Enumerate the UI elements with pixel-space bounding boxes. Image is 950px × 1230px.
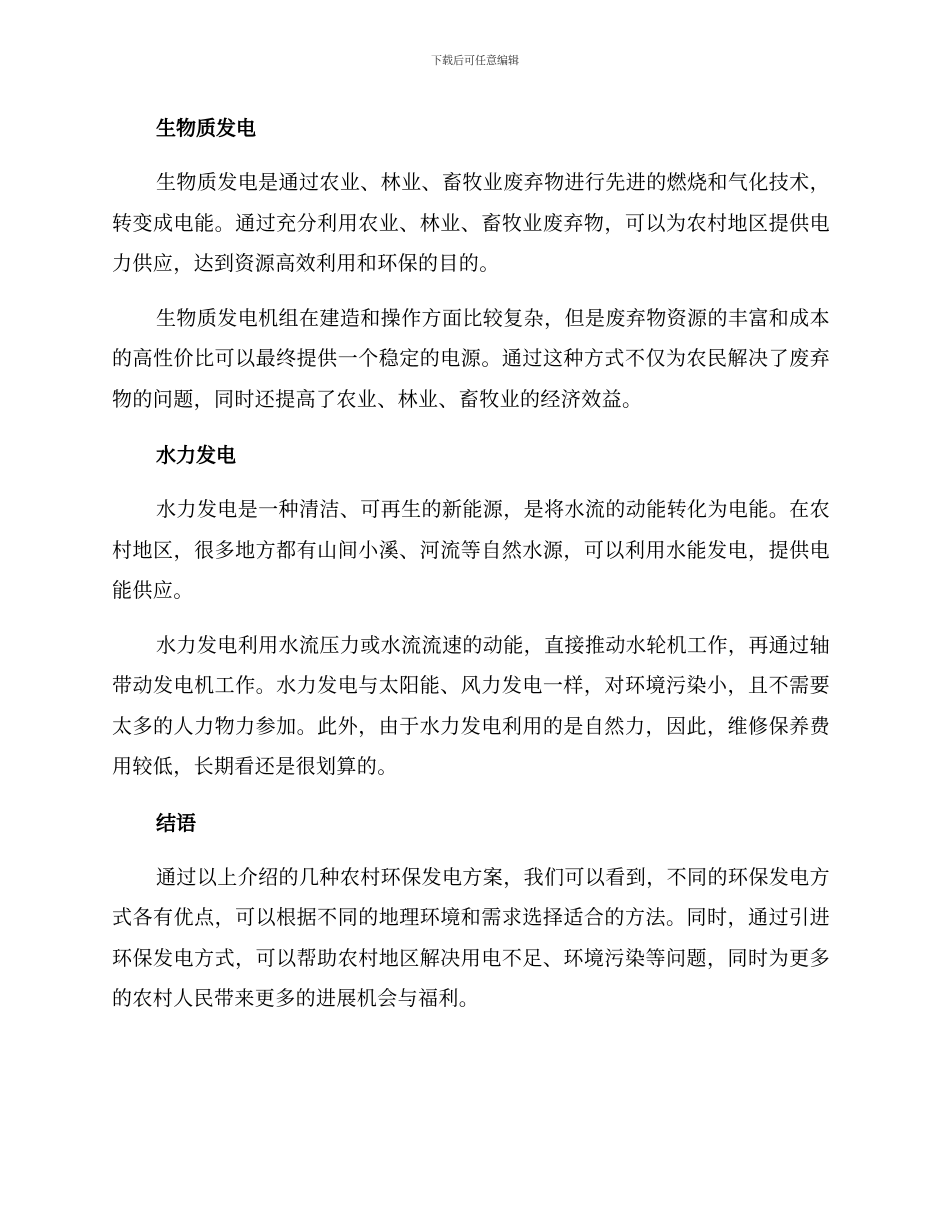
paragraph: 水力发电利用水流压力或水流流速的动能，直接推动水轮机工作，再通过轴带动发电机工作。水力发电与太阳能、风力发电一样，对环境污染小，且不需要太多的人力物力参加。此外，由于水力发电利用的是自然力，因此，维修保养费用较低，长期看还是很划算的。 [112, 632, 830, 778]
header-note: 下载后可任意编辑 [431, 54, 519, 67]
section-heading-hydro: 水力发电 [156, 443, 236, 467]
paragraph: 通过以上介绍的几种农村环保发电方案，我们可以看到，不同的环保发电方式各有优点，可以根据不同的地理环境和需求选择适合的方法。同时，通过引进环保发电方式，可以帮助农村地区解决用电不足、环境污染等问题，同时为更多的农村人民带来更多的进展机会与福利。 [112, 864, 830, 1010]
paragraph: 水力发电是一种清洁、可再生的新能源，是将水流的动能转化为电能。在农村地区，很多地方都有山间小溪、河流等自然水源，可以利用水能发电，提供电能供应。 [112, 497, 830, 602]
section-heading-biomass: 生物质发电 [156, 116, 256, 140]
paragraph: 生物质发电机组在建造和操作方面比较复杂，但是废弃物资源的丰富和成本的高性价比可以最终提供一个稳定的电源。通过这种方式不仅为农民解决了废弃物的问题，同时还提高了农业、林业、畜牧业的经济效益。 [112, 305, 830, 411]
paragraph: 生物质发电是通过农业、林业、畜牧业废弃物进行先进的燃烧和气化技术，转变成电能。通过充分利用农业、林业、畜牧业废弃物，可以为农村地区提供电力供应，达到资源高效利用和环保的目的。 [112, 170, 830, 275]
document-body [112, 108, 830, 1019]
section-heading-conclusion: 结语 [156, 810, 196, 835]
